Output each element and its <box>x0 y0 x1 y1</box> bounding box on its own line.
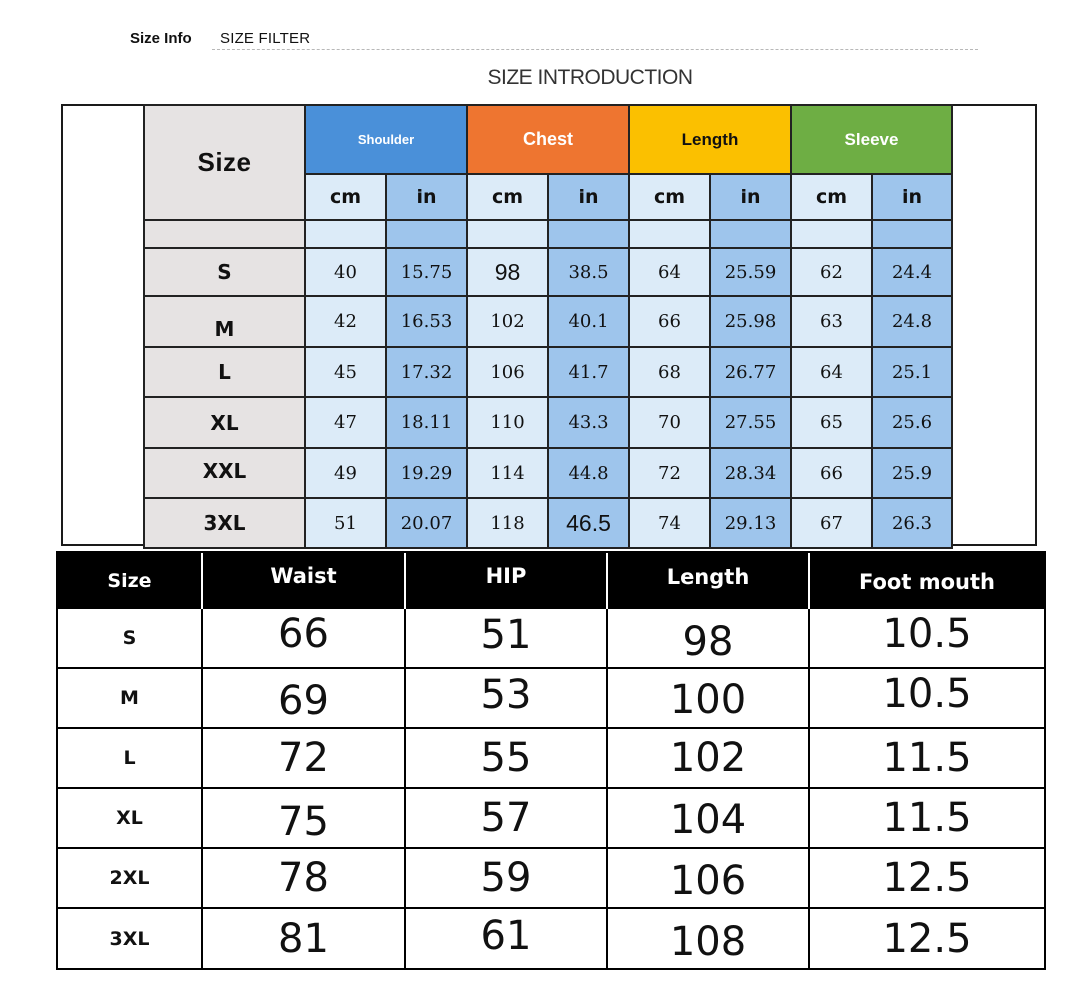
table-cell: 11.5 <box>810 729 1044 789</box>
unit-header: cm <box>790 173 873 221</box>
table-cell: 98 <box>608 609 810 669</box>
table-cell: 25.98 <box>709 295 792 348</box>
spacer-cell <box>385 219 468 249</box>
size-label: XXL <box>143 447 306 499</box>
table-cell: 12.5 <box>810 909 1044 968</box>
table-cell: 25.9 <box>871 447 953 499</box>
table-cell: 24.8 <box>871 295 953 348</box>
bottom-header-hip: HIP <box>406 553 608 609</box>
table-cell: 106 <box>608 849 810 909</box>
table-cell: 98 <box>466 247 549 297</box>
unit-header: cm <box>628 173 711 221</box>
table-cell: 42 <box>304 295 387 348</box>
table-cell: 65 <box>790 396 873 449</box>
table-cell: 53 <box>406 669 608 729</box>
table-cell: 10.5 <box>810 609 1044 669</box>
table-cell: 43.3 <box>547 396 630 449</box>
table-cell: 78 <box>203 849 406 909</box>
size-label: M <box>58 669 203 729</box>
table-cell: 102 <box>466 295 549 348</box>
size-label: S <box>143 247 306 297</box>
table-cell: 61 <box>406 909 608 968</box>
table-cell: 44.8 <box>547 447 630 499</box>
table-cell: 11.5 <box>810 789 1044 849</box>
table-cell: 41.7 <box>547 346 630 398</box>
unit-header: in <box>385 173 468 221</box>
spacer-cell <box>547 219 630 249</box>
table-cell: 64 <box>790 346 873 398</box>
table-cell: 24.4 <box>871 247 953 297</box>
size-introduction-title: SIZE INTRODUCTION <box>487 66 693 89</box>
table-cell: 57 <box>406 789 608 849</box>
size-info-title: Size Info <box>130 30 192 47</box>
unit-header: in <box>547 173 630 221</box>
table-cell: 45 <box>304 346 387 398</box>
table-cell: 46.5 <box>547 497 630 549</box>
spacer-cell <box>304 219 387 249</box>
table-cell: 62 <box>790 247 873 297</box>
table-cell: 29.13 <box>709 497 792 549</box>
size-label: 3XL <box>58 909 203 968</box>
table-cell: 114 <box>466 447 549 499</box>
table-cell: 63 <box>790 295 873 348</box>
table-cell: 26.77 <box>709 346 792 398</box>
spacer-cell <box>628 219 711 249</box>
table-cell: 38.5 <box>547 247 630 297</box>
table-cell: 108 <box>608 909 810 968</box>
table-cell: 25.59 <box>709 247 792 297</box>
table-cell: 66 <box>628 295 711 348</box>
unit-header: in <box>871 173 953 221</box>
spacer-cell <box>871 219 953 249</box>
unit-header: in <box>709 173 792 221</box>
table-cell: 27.55 <box>709 396 792 449</box>
table-cell: 51 <box>406 609 608 669</box>
size-label: XL <box>143 396 306 449</box>
bottom-header-waist: Waist <box>203 553 406 609</box>
table-cell: 19.29 <box>385 447 468 499</box>
size-label: XL <box>58 789 203 849</box>
length-header: Length <box>628 104 792 175</box>
unit-header: cm <box>304 173 387 221</box>
table-cell: 72 <box>203 729 406 789</box>
bottom-size-table <box>56 551 1046 970</box>
table-cell: 110 <box>466 396 549 449</box>
table-cell: 68 <box>628 346 711 398</box>
table-cell: 72 <box>628 447 711 499</box>
size-label: S <box>58 609 203 669</box>
table-cell: 25.1 <box>871 346 953 398</box>
size-label: L <box>58 729 203 789</box>
spacer-cell <box>790 219 873 249</box>
table-cell: 100 <box>608 669 810 729</box>
table-cell: 25.6 <box>871 396 953 449</box>
table-cell: 28.34 <box>709 447 792 499</box>
size-label: 2XL <box>58 849 203 909</box>
bottom-header-length: Length <box>608 553 810 609</box>
table-cell: 12.5 <box>810 849 1044 909</box>
spacer-cell <box>143 219 306 249</box>
table-cell: 118 <box>466 497 549 549</box>
header-divider <box>212 49 978 50</box>
size-info-header <box>128 30 978 50</box>
spacer-cell <box>709 219 792 249</box>
size-filter-label[interactable]: SIZE FILTER <box>220 30 311 47</box>
table-cell: 67 <box>790 497 873 549</box>
table-cell: 40.1 <box>547 295 630 348</box>
table-cell: 49 <box>304 447 387 499</box>
chest-header: Chest <box>466 104 630 175</box>
table-cell: 64 <box>628 247 711 297</box>
bottom-header-foot-mouth: Foot mouth <box>810 553 1044 609</box>
table-cell: 26.3 <box>871 497 953 549</box>
top-size-table <box>145 104 953 547</box>
table-cell: 104 <box>608 789 810 849</box>
table-cell: 47 <box>304 396 387 449</box>
table-cell: 20.07 <box>385 497 468 549</box>
bottom-header-size: Size <box>58 553 203 609</box>
table-cell: 106 <box>466 346 549 398</box>
table-cell: 17.32 <box>385 346 468 398</box>
table-cell: 74 <box>628 497 711 549</box>
size-label: 3XL <box>143 497 306 549</box>
table-cell: 66 <box>790 447 873 499</box>
spacer-cell <box>466 219 549 249</box>
size-column-header: Size <box>143 104 306 221</box>
table-cell: 16.53 <box>385 295 468 348</box>
table-cell: 70 <box>628 396 711 449</box>
table-cell: 55 <box>406 729 608 789</box>
table-cell: 102 <box>608 729 810 789</box>
table-cell: 81 <box>203 909 406 968</box>
table-cell: 66 <box>203 609 406 669</box>
unit-header: cm <box>466 173 549 221</box>
shoulder-header: Shoulder <box>304 104 468 175</box>
table-cell: 15.75 <box>385 247 468 297</box>
size-label: L <box>143 346 306 398</box>
table-cell: 75 <box>203 789 406 849</box>
table-cell: 18.11 <box>385 396 468 449</box>
table-cell: 10.5 <box>810 669 1044 729</box>
table-cell: 59 <box>406 849 608 909</box>
size-label: M <box>143 295 306 348</box>
table-cell: 51 <box>304 497 387 549</box>
sleeve-header: Sleeve <box>790 104 953 175</box>
table-cell: 40 <box>304 247 387 297</box>
table-cell: 69 <box>203 669 406 729</box>
